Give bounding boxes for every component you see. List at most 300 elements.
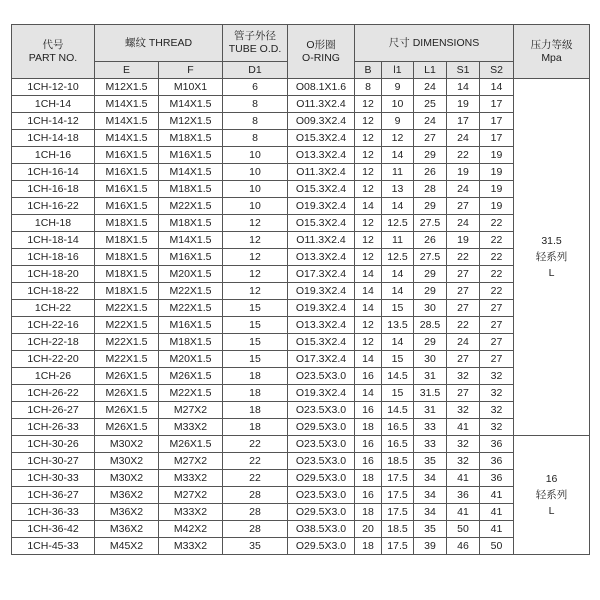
table-row	[12, 300, 590, 317]
cell-dim-s1: 24	[447, 130, 480, 147]
cell-thread-f: M27X2	[159, 487, 223, 504]
cell-oring: O29.5X3.0	[288, 470, 355, 487]
cell-oring: O11.3X2.4	[288, 164, 355, 181]
cell-thread-e: M30X2	[95, 453, 159, 470]
cell-part-no: 1CH-18-20	[12, 266, 95, 283]
cell-pressure-group	[514, 436, 590, 555]
cell-thread-e: M30X2	[95, 470, 159, 487]
cell-dim-b: 12	[355, 164, 382, 181]
cell-dim-s2: 17	[480, 113, 514, 130]
cell-tube-od: 12	[223, 249, 288, 266]
cell-dim-l1-upper: 29	[414, 283, 447, 300]
cell-oring: O19.3X2.4	[288, 198, 355, 215]
cell-thread-e: M18X1.5	[95, 215, 159, 232]
cell-dim-b: 12	[355, 317, 382, 334]
header-part-no: 代号 PART NO.	[12, 25, 95, 79]
header-s2: S2	[480, 62, 514, 79]
table-row	[12, 215, 590, 232]
cell-dim-b: 8	[355, 79, 382, 96]
cell-dim-l1-upper: 34	[414, 504, 447, 521]
cell-tube-od: 18	[223, 368, 288, 385]
cell-part-no: 1CH-16-14	[12, 164, 95, 181]
cell-dim-l1-lower: 12.5	[382, 215, 414, 232]
cell-dim-l1-upper: 30	[414, 351, 447, 368]
cell-tube-od: 12	[223, 283, 288, 300]
cell-dim-b: 12	[355, 96, 382, 113]
header-s1: S1	[447, 62, 480, 79]
cell-thread-e: M36X2	[95, 487, 159, 504]
cell-oring: O11.3X2.4	[288, 232, 355, 249]
cell-dim-l1-upper: 26	[414, 164, 447, 181]
table-row	[12, 249, 590, 266]
cell-thread-e: M18X1.5	[95, 232, 159, 249]
cell-tube-od: 18	[223, 385, 288, 402]
cell-oring: O19.3X2.4	[288, 283, 355, 300]
cell-dim-l1-lower: 18.5	[382, 453, 414, 470]
header-f: F	[159, 62, 223, 79]
pressure-line: 轻系列	[535, 251, 568, 263]
cell-tube-od: 15	[223, 351, 288, 368]
cell-oring: O13.3X2.4	[288, 249, 355, 266]
cell-dim-b: 16	[355, 487, 382, 504]
cell-dim-l1-upper: 34	[414, 487, 447, 504]
cell-thread-f: M20X1.5	[159, 266, 223, 283]
cell-dim-s2: 19	[480, 164, 514, 181]
cell-oring: O17.3X2.4	[288, 351, 355, 368]
cell-oring: O23.5X3.0	[288, 402, 355, 419]
cell-dim-l1-lower: 9	[382, 113, 414, 130]
cell-dim-s2: 17	[480, 96, 514, 113]
cell-thread-f: M16X1.5	[159, 147, 223, 164]
cell-tube-od: 22	[223, 436, 288, 453]
cell-dim-s2: 32	[480, 402, 514, 419]
header-dimensions: 尺寸 DIMENSIONS	[355, 25, 514, 62]
cell-thread-e: M22X1.5	[95, 351, 159, 368]
cell-dim-l1-lower: 17.5	[382, 538, 414, 555]
cell-thread-e: M36X2	[95, 504, 159, 521]
table-row	[12, 402, 590, 419]
table-row	[12, 130, 590, 147]
cell-part-no: 1CH-22-16	[12, 317, 95, 334]
cell-thread-e: M14X1.5	[95, 130, 159, 147]
cell-dim-s2: 36	[480, 436, 514, 453]
cell-tube-od: 18	[223, 419, 288, 436]
cell-thread-f: M18X1.5	[159, 334, 223, 351]
cell-dim-s1: 27	[447, 283, 480, 300]
cell-dim-l1-lower: 11	[382, 232, 414, 249]
cell-dim-l1-upper: 35	[414, 521, 447, 538]
cell-dim-b: 18	[355, 504, 382, 521]
cell-dim-s1: 14	[447, 79, 480, 96]
cell-oring: O15.3X2.4	[288, 181, 355, 198]
cell-tube-od: 12	[223, 215, 288, 232]
cell-dim-l1-lower: 12	[382, 130, 414, 147]
cell-dim-s1: 19	[447, 232, 480, 249]
pressure-line: 轻系列	[535, 489, 568, 501]
table-row	[12, 419, 590, 436]
cell-part-no: 1CH-16-22	[12, 198, 95, 215]
cell-thread-e: M36X2	[95, 521, 159, 538]
cell-dim-s1: 19	[447, 164, 480, 181]
cell-part-no: 1CH-26-33	[12, 419, 95, 436]
cell-dim-s2: 36	[480, 453, 514, 470]
cell-oring: O38.5X3.0	[288, 521, 355, 538]
cell-dim-l1-upper: 27.5	[414, 249, 447, 266]
cell-part-no: 1CH-22-18	[12, 334, 95, 351]
cell-dim-b: 12	[355, 249, 382, 266]
cell-tube-od: 6	[223, 79, 288, 96]
cell-dim-b: 14	[355, 198, 382, 215]
cell-dim-s1: 24	[447, 334, 480, 351]
cell-dim-l1-lower: 12.5	[382, 249, 414, 266]
cell-dim-s2: 22	[480, 266, 514, 283]
header-d1: D1	[223, 62, 288, 79]
cell-thread-e: M12X1.5	[95, 79, 159, 96]
cell-dim-s1: 36	[447, 487, 480, 504]
cell-dim-b: 12	[355, 215, 382, 232]
cell-thread-e: M16X1.5	[95, 164, 159, 181]
cell-dim-s2: 22	[480, 215, 514, 232]
cell-dim-l1-lower: 15	[382, 300, 414, 317]
pressure-line: L	[548, 267, 555, 279]
table-row	[12, 334, 590, 351]
cell-dim-l1-lower: 13.5	[382, 317, 414, 334]
table-row	[12, 504, 590, 521]
cell-thread-f: M42X2	[159, 521, 223, 538]
cell-dim-l1-upper: 29	[414, 266, 447, 283]
cell-dim-s2: 36	[480, 470, 514, 487]
cell-dim-s1: 27	[447, 300, 480, 317]
cell-oring: O17.3X2.4	[288, 266, 355, 283]
cell-dim-b: 18	[355, 419, 382, 436]
cell-thread-e: M14X1.5	[95, 96, 159, 113]
cell-dim-l1-upper: 26	[414, 232, 447, 249]
header-tube-od: 管子外径 TUBE O.D.	[223, 25, 288, 62]
cell-dim-s2: 19	[480, 181, 514, 198]
cell-thread-f: M18X1.5	[159, 130, 223, 147]
cell-dim-s2: 27	[480, 351, 514, 368]
header-pressure: 压力等级 Mpa	[514, 25, 590, 79]
cell-thread-e: M18X1.5	[95, 249, 159, 266]
cell-thread-f: M22X1.5	[159, 283, 223, 300]
header-l1-upper: L1	[414, 62, 447, 79]
cell-part-no: 1CH-26	[12, 368, 95, 385]
cell-part-no: 1CH-36-33	[12, 504, 95, 521]
cell-dim-s2: 41	[480, 487, 514, 504]
cell-dim-l1-upper: 31	[414, 368, 447, 385]
cell-dim-s1: 41	[447, 504, 480, 521]
cell-tube-od: 8	[223, 96, 288, 113]
cell-tube-od: 15	[223, 334, 288, 351]
cell-thread-e: M22X1.5	[95, 317, 159, 334]
cell-tube-od: 22	[223, 470, 288, 487]
table-row	[12, 538, 590, 555]
cell-dim-l1-upper: 27.5	[414, 215, 447, 232]
cell-dim-s1: 22	[447, 147, 480, 164]
cell-dim-b: 14	[355, 385, 382, 402]
cell-tube-od: 22	[223, 453, 288, 470]
cell-dim-s2: 50	[480, 538, 514, 555]
cell-dim-s1: 32	[447, 453, 480, 470]
cell-tube-od: 10	[223, 181, 288, 198]
cell-dim-l1-upper: 29	[414, 147, 447, 164]
cell-thread-e: M16X1.5	[95, 147, 159, 164]
table-row	[12, 266, 590, 283]
cell-tube-od: 8	[223, 113, 288, 130]
cell-dim-l1-lower: 18.5	[382, 521, 414, 538]
cell-tube-od: 15	[223, 317, 288, 334]
cell-dim-s1: 27	[447, 385, 480, 402]
cell-dim-l1-lower: 13	[382, 181, 414, 198]
cell-dim-l1-lower: 16.5	[382, 436, 414, 453]
cell-dim-s1: 22	[447, 317, 480, 334]
cell-part-no: 1CH-45-33	[12, 538, 95, 555]
cell-dim-b: 14	[355, 266, 382, 283]
cell-thread-e: M22X1.5	[95, 300, 159, 317]
cell-dim-l1-upper: 35	[414, 453, 447, 470]
cell-tube-od: 12	[223, 266, 288, 283]
cell-tube-od: 10	[223, 198, 288, 215]
cell-dim-s1: 50	[447, 521, 480, 538]
cell-dim-l1-lower: 14	[382, 198, 414, 215]
cell-dim-b: 16	[355, 402, 382, 419]
cell-dim-b: 20	[355, 521, 382, 538]
cell-dim-l1-lower: 17.5	[382, 470, 414, 487]
cell-part-no: 1CH-30-27	[12, 453, 95, 470]
cell-dim-l1-upper: 31.5	[414, 385, 447, 402]
cell-oring: O23.5X3.0	[288, 487, 355, 504]
cell-oring: O19.3X2.4	[288, 385, 355, 402]
cell-thread-e: M22X1.5	[95, 334, 159, 351]
cell-thread-f: M18X1.5	[159, 215, 223, 232]
cell-oring: O29.5X3.0	[288, 504, 355, 521]
table-row	[12, 385, 590, 402]
cell-thread-f: M14X1.5	[159, 232, 223, 249]
header-oring: O形圈 O-RING	[288, 25, 355, 79]
cell-dim-l1-upper: 28.5	[414, 317, 447, 334]
cell-dim-b: 12	[355, 130, 382, 147]
cell-dim-s2: 32	[480, 385, 514, 402]
pressure-line: 16	[545, 473, 558, 485]
cell-dim-b: 12	[355, 181, 382, 198]
cell-thread-f: M33X2	[159, 470, 223, 487]
cell-dim-b: 18	[355, 470, 382, 487]
cell-dim-l1-upper: 33	[414, 419, 447, 436]
table-row	[12, 232, 590, 249]
cell-dim-s2: 17	[480, 130, 514, 147]
cell-part-no: 1CH-22-20	[12, 351, 95, 368]
cell-thread-f: M27X2	[159, 402, 223, 419]
cell-thread-e: M45X2	[95, 538, 159, 555]
cell-part-no: 1CH-16	[12, 147, 95, 164]
cell-part-no: 1CH-14	[12, 96, 95, 113]
cell-dim-l1-upper: 29	[414, 198, 447, 215]
table-row	[12, 317, 590, 334]
cell-dim-s2: 27	[480, 300, 514, 317]
cell-oring: O09.3X2.4	[288, 113, 355, 130]
cell-dim-l1-lower: 17.5	[382, 487, 414, 504]
cell-thread-e: M26X1.5	[95, 385, 159, 402]
cell-dim-b: 12	[355, 147, 382, 164]
pressure-line: L	[548, 505, 555, 517]
cell-thread-f: M22X1.5	[159, 198, 223, 215]
cell-dim-s2: 27	[480, 334, 514, 351]
cell-part-no: 1CH-18	[12, 215, 95, 232]
table-row	[12, 96, 590, 113]
table-row	[12, 283, 590, 300]
cell-pressure-group	[514, 79, 590, 436]
cell-thread-e: M16X1.5	[95, 198, 159, 215]
cell-thread-f: M22X1.5	[159, 385, 223, 402]
spec-table-container	[11, 24, 589, 555]
cell-oring: O15.3X2.4	[288, 215, 355, 232]
cell-dim-b: 16	[355, 436, 382, 453]
cell-dim-s1: 46	[447, 538, 480, 555]
cell-dim-l1-lower: 14	[382, 334, 414, 351]
cell-dim-s1: 24	[447, 181, 480, 198]
cell-dim-l1-lower: 14.5	[382, 402, 414, 419]
cell-thread-e: M18X1.5	[95, 283, 159, 300]
table-header	[12, 25, 590, 79]
cell-dim-b: 18	[355, 538, 382, 555]
cell-thread-f: M16X1.5	[159, 317, 223, 334]
cell-dim-s2: 22	[480, 232, 514, 249]
cell-dim-l1-lower: 15	[382, 385, 414, 402]
cell-part-no: 1CH-18-22	[12, 283, 95, 300]
cell-dim-s1: 32	[447, 402, 480, 419]
cell-dim-s1: 24	[447, 215, 480, 232]
cell-tube-od: 15	[223, 300, 288, 317]
cell-dim-b: 12	[355, 334, 382, 351]
cell-thread-e: M26X1.5	[95, 368, 159, 385]
cell-dim-l1-upper: 24	[414, 79, 447, 96]
cell-dim-l1-upper: 25	[414, 96, 447, 113]
cell-tube-od: 10	[223, 147, 288, 164]
cell-part-no: 1CH-36-42	[12, 521, 95, 538]
cell-dim-l1-upper: 39	[414, 538, 447, 555]
cell-thread-e: M30X2	[95, 436, 159, 453]
header-e: E	[95, 62, 159, 79]
cell-thread-f: M10X1	[159, 79, 223, 96]
cell-part-no: 1CH-18-14	[12, 232, 95, 249]
table-row	[12, 470, 590, 487]
cell-oring: O29.5X3.0	[288, 419, 355, 436]
cell-dim-s1: 22	[447, 249, 480, 266]
table-row	[12, 147, 590, 164]
cell-thread-f: M27X2	[159, 453, 223, 470]
cell-thread-f: M14X1.5	[159, 164, 223, 181]
cell-thread-f: M26X1.5	[159, 368, 223, 385]
cell-tube-od: 12	[223, 232, 288, 249]
cell-thread-e: M26X1.5	[95, 402, 159, 419]
cell-oring: O13.3X2.4	[288, 147, 355, 164]
table-row	[12, 79, 590, 96]
cell-thread-f: M33X2	[159, 419, 223, 436]
cell-dim-b: 12	[355, 113, 382, 130]
cell-dim-s2: 22	[480, 283, 514, 300]
cell-dim-l1-lower: 14	[382, 266, 414, 283]
cell-part-no: 1CH-30-33	[12, 470, 95, 487]
cell-tube-od: 10	[223, 164, 288, 181]
cell-thread-f: M14X1.5	[159, 96, 223, 113]
cell-dim-s2: 22	[480, 249, 514, 266]
pressure-line: 31.5	[541, 235, 562, 247]
cell-oring: O08.1X1.6	[288, 79, 355, 96]
cell-part-no: 1CH-30-26	[12, 436, 95, 453]
cell-part-no: 1CH-36-27	[12, 487, 95, 504]
cell-dim-l1-lower: 10	[382, 96, 414, 113]
cell-dim-s1: 27	[447, 351, 480, 368]
cell-thread-f: M33X2	[159, 538, 223, 555]
cell-part-no: 1CH-26-27	[12, 402, 95, 419]
cell-part-no: 1CH-14-12	[12, 113, 95, 130]
table-row	[12, 521, 590, 538]
cell-oring: O19.3X2.4	[288, 300, 355, 317]
cell-dim-s2: 19	[480, 147, 514, 164]
cell-dim-l1-lower: 16.5	[382, 419, 414, 436]
cell-dim-l1-lower: 14	[382, 147, 414, 164]
cell-dim-s1: 19	[447, 96, 480, 113]
cell-tube-od: 35	[223, 538, 288, 555]
cell-thread-f: M26X1.5	[159, 436, 223, 453]
cell-oring: O23.5X3.0	[288, 368, 355, 385]
cell-dim-l1-lower: 15	[382, 351, 414, 368]
cell-part-no: 1CH-26-22	[12, 385, 95, 402]
cell-tube-od: 28	[223, 504, 288, 521]
cell-part-no: 1CH-12-10	[12, 79, 95, 96]
cell-dim-s2: 19	[480, 198, 514, 215]
cell-part-no: 1CH-22	[12, 300, 95, 317]
cell-oring: O15.3X2.4	[288, 130, 355, 147]
cell-thread-f: M22X1.5	[159, 300, 223, 317]
cell-dim-l1-upper: 34	[414, 470, 447, 487]
cell-thread-f: M16X1.5	[159, 249, 223, 266]
cell-dim-s2: 14	[480, 79, 514, 96]
header-l1-lower: l1	[382, 62, 414, 79]
cell-thread-e: M18X1.5	[95, 266, 159, 283]
cell-dim-s1: 27	[447, 266, 480, 283]
table-row	[12, 198, 590, 215]
table-row	[12, 181, 590, 198]
cell-dim-l1-upper: 24	[414, 113, 447, 130]
cell-dim-s1: 27	[447, 198, 480, 215]
cell-thread-f: M12X1.5	[159, 113, 223, 130]
cell-dim-l1-upper: 28	[414, 181, 447, 198]
cell-oring: O23.5X3.0	[288, 453, 355, 470]
cell-thread-e: M26X1.5	[95, 419, 159, 436]
cell-dim-l1-lower: 9	[382, 79, 414, 96]
cell-dim-s1: 32	[447, 436, 480, 453]
cell-dim-l1-upper: 27	[414, 130, 447, 147]
table-row	[12, 453, 590, 470]
cell-dim-l1-lower: 14	[382, 283, 414, 300]
cell-dim-l1-upper: 29	[414, 334, 447, 351]
table-body	[12, 79, 590, 555]
cell-thread-f: M18X1.5	[159, 181, 223, 198]
cell-thread-e: M14X1.5	[95, 113, 159, 130]
cell-dim-s2: 27	[480, 317, 514, 334]
cell-part-no: 1CH-14-18	[12, 130, 95, 147]
table-row	[12, 351, 590, 368]
cell-tube-od: 28	[223, 521, 288, 538]
cell-dim-b: 14	[355, 351, 382, 368]
table-row	[12, 164, 590, 181]
cell-oring: O29.5X3.0	[288, 538, 355, 555]
table-row	[12, 113, 590, 130]
cell-tube-od: 18	[223, 402, 288, 419]
cell-tube-od: 8	[223, 130, 288, 147]
cell-dim-s2: 41	[480, 504, 514, 521]
